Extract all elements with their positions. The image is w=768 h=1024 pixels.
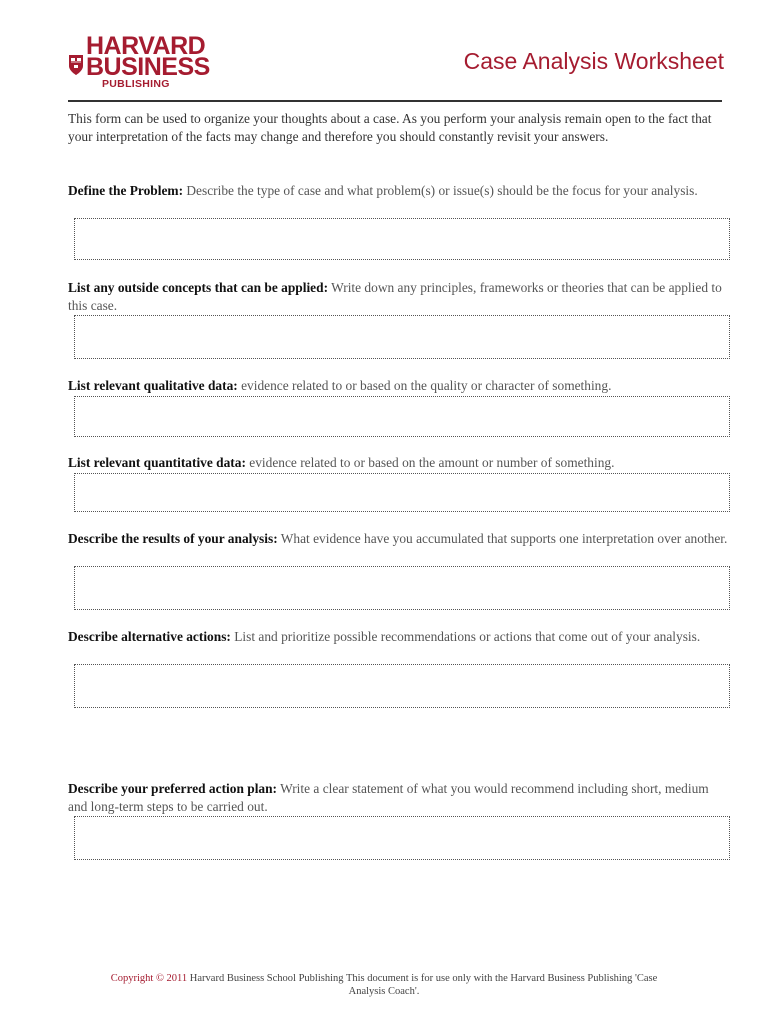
answer-box-results[interactable] — [74, 566, 730, 610]
section-label: Describe alternative actions: — [68, 629, 231, 644]
page-footer — [100, 972, 668, 998]
section-alternative-actions — [68, 628, 730, 646]
section-description: evidence related to or based on the quality or character of something. — [241, 378, 612, 393]
section-results — [68, 530, 730, 548]
answer-box-alternative-actions[interactable] — [74, 664, 730, 708]
section-text — [68, 377, 730, 395]
document-title: Case Analysis Worksheet — [463, 48, 724, 74]
section-label: List relevant qualitative data: — [68, 378, 238, 393]
section-description: What evidence have you accumulated that supports one interpretation over another. — [280, 531, 728, 546]
section-preferred-action-plan — [68, 780, 730, 816]
footer-text: Harvard Business School Publishing This document is for use only with the Harvard Business Publishing 'Case Analysis Coach'. — [189, 973, 658, 997]
answer-box-outside-concepts[interactable] — [74, 315, 730, 359]
section-define-problem — [68, 182, 730, 200]
section-description: Describe the type of case and what problem(s) or issue(s) should be the focus for your analysis. — [186, 183, 698, 198]
answer-box-preferred-action-plan[interactable] — [74, 816, 730, 860]
section-label: Describe your preferred action plan: — [68, 781, 278, 796]
section-text — [68, 454, 730, 472]
answer-box-qualitative-data[interactable] — [74, 396, 730, 437]
section-description: Write a clear statement of what you would recommend including short, medium and long-term steps to be carried out. — [68, 781, 709, 814]
logo-harvard: HARVARD — [86, 32, 206, 60]
section-label: Define the Problem: — [68, 183, 184, 198]
shield-icon — [68, 54, 84, 76]
logo-publishing: PUBLISHING — [102, 78, 170, 90]
section-description: Write down any principles, frameworks or theories that can be applied to this case. — [68, 280, 722, 313]
page-header — [66, 34, 724, 102]
section-description: List and prioritize possible recommendations or actions that come out of your analysis. — [234, 629, 701, 644]
section-text — [68, 279, 730, 315]
section-text — [68, 530, 730, 548]
section-label: List relevant quantitative data: — [68, 455, 246, 470]
section-label: List any outside concepts that can be applied: — [68, 280, 329, 295]
harvard-business-publishing-logo — [66, 34, 226, 94]
section-quantitative-data — [68, 454, 730, 472]
answer-box-quantitative-data[interactable] — [74, 473, 730, 512]
logo-business: BUSINESS — [86, 53, 210, 81]
section-label: Describe the results of your analysis: — [68, 531, 278, 546]
section-text — [68, 780, 730, 816]
section-text — [68, 182, 730, 200]
section-description: evidence related to or based on the amount or number of something. — [249, 455, 615, 470]
section-outside-concepts — [68, 279, 730, 315]
intro-paragraph: This form can be used to organize your thoughts about a case. As you perform your analysis remain open to the fact that your interpretation of the facts may change and therefore you should constantly revisit your answers. — [68, 111, 712, 144]
header-rule — [68, 100, 722, 102]
section-text — [68, 628, 730, 646]
answer-box-define-problem[interactable] — [74, 218, 730, 260]
section-qualitative-data — [68, 377, 730, 395]
copyright-notice: Copyright © 2011 — [110, 973, 188, 984]
